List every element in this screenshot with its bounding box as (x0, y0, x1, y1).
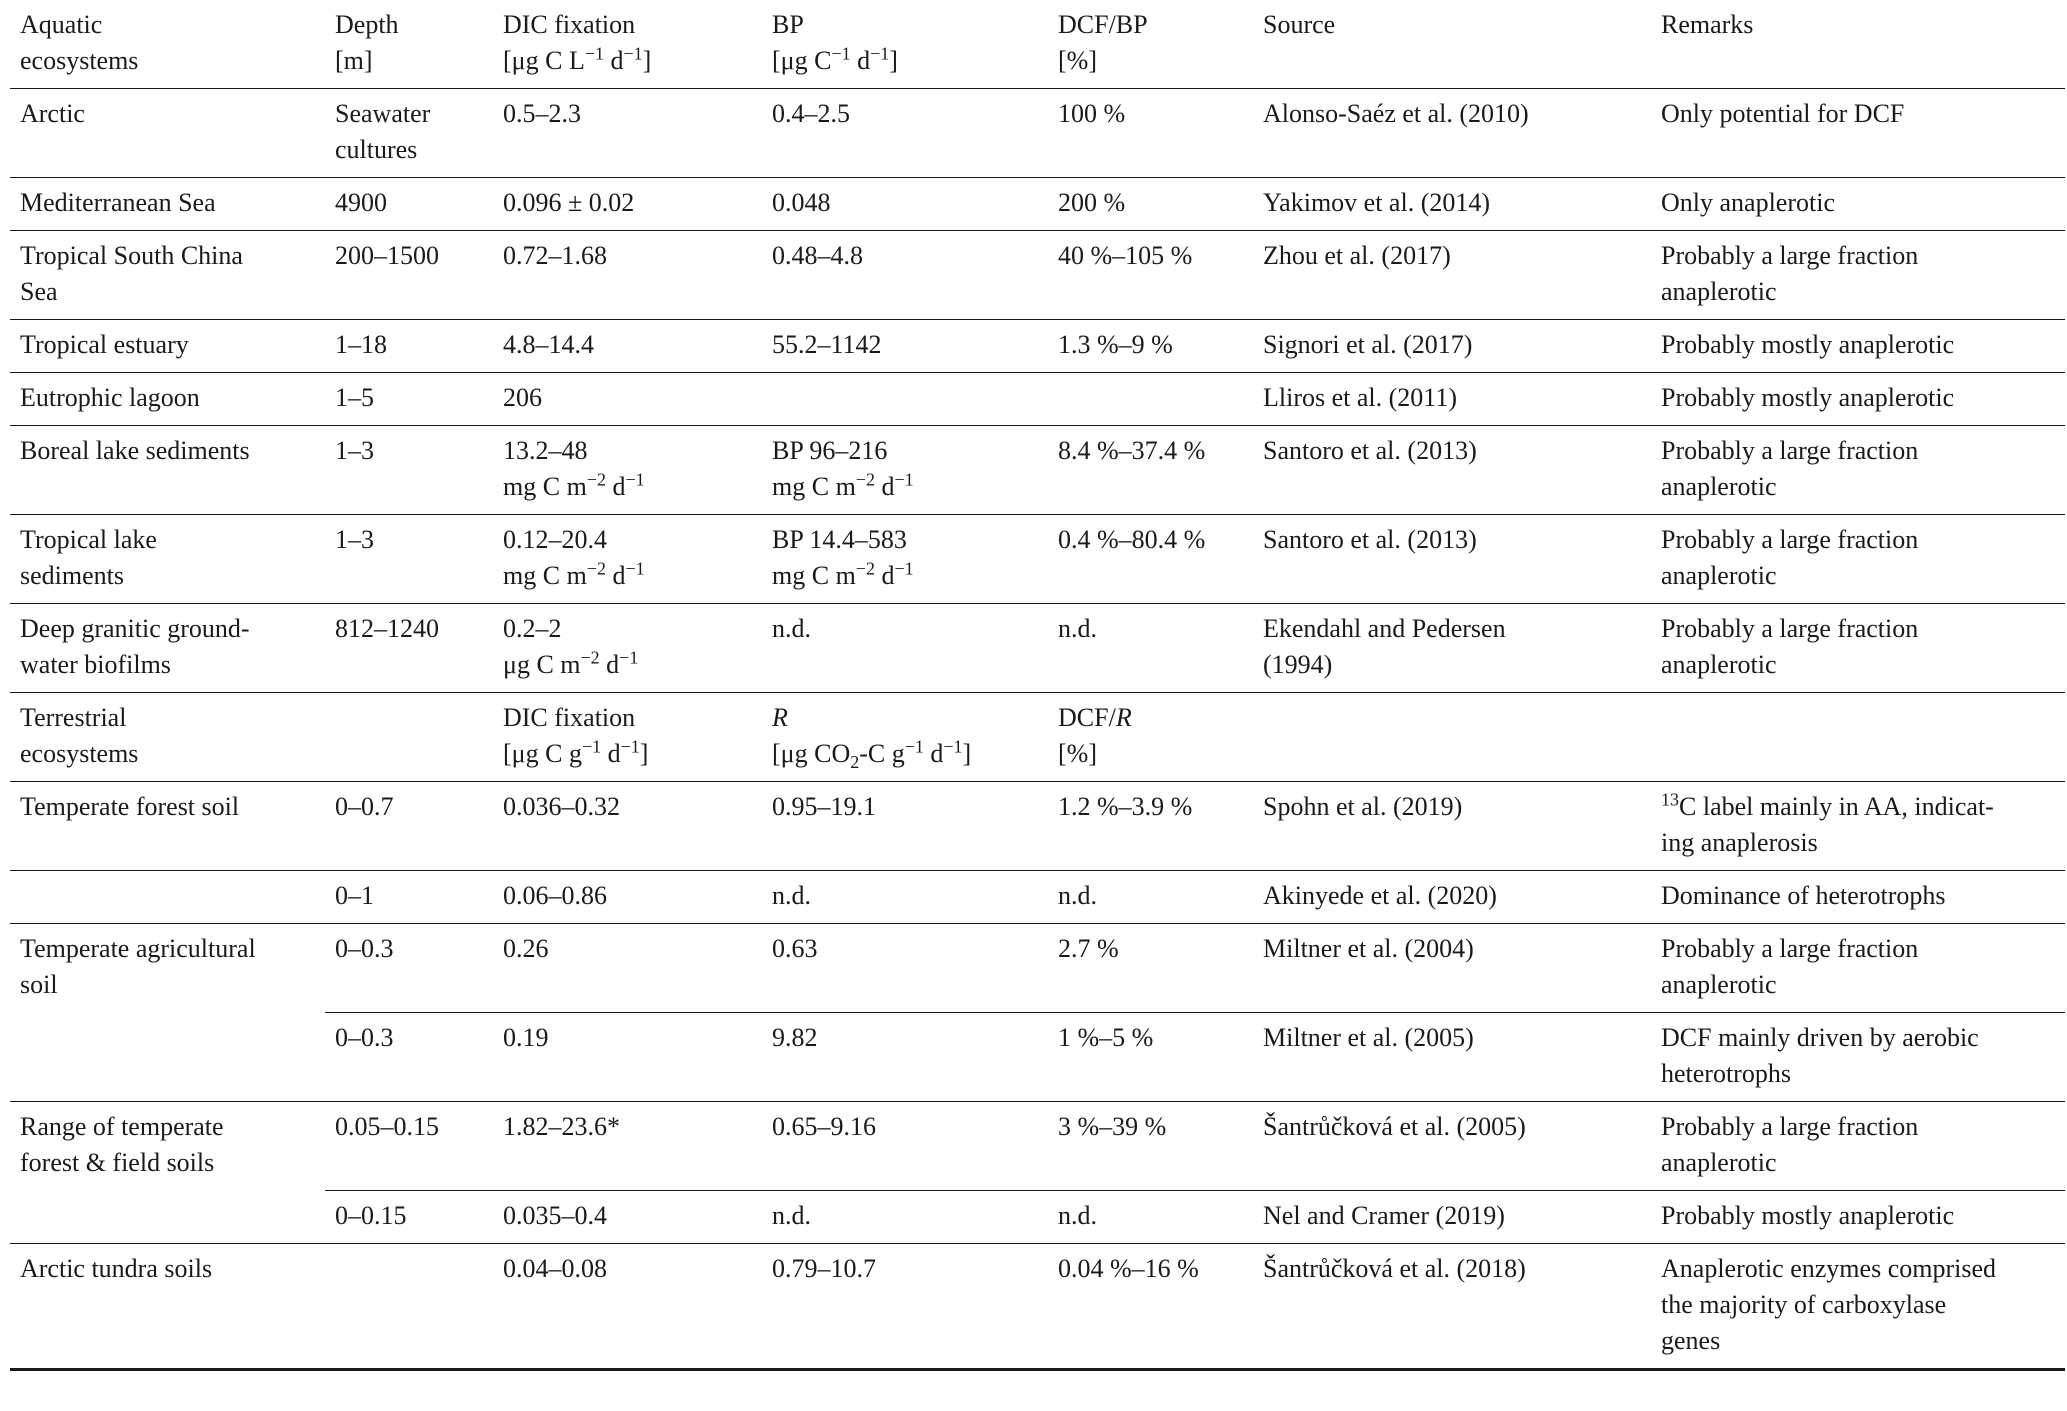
table-row: Arctic Seawater cultures 0.5–2.3 0.4–2.5 100 % Alonso-Saéz et al. (2010) Only potential for DCF (10, 89, 2065, 178)
table-row: Deep granitic ground- water biofilms 812–1240 0.2–2 μg C $m^{-2}$ $d^{-1}$ n.d. n.d. Ekendahl and Pedersen (1994) Probably a large fraction anaplerotic (10, 604, 2065, 693)
table-row: Mediterranean Sea 4900 0.096 ± 0.02 0.048 200 % Yakimov et al. (2014) Only anaplerotic (10, 178, 2065, 231)
table-row: Boreal lake sediments 1–3 13.2–48 mg C $m^{-2}$ $d^{-1}$ BP 96–216 mg C $m^{-2}$ $d^{-1}$ 8.4 %–37.4 % Santoro et al. (2013) Probably a large fraction anaplerotic (10, 426, 2065, 515)
header-depth: Depth [m] (325, 0, 493, 89)
header-remarks: Remarks (1651, 0, 2065, 89)
table-row: Range of temperate forest & field soils 0.05–0.15 1.82–23.6* 0.65–9.16 3 %–39 % Šantrůčková et al. (2005) Probably a large fraction anaplerotic (10, 1102, 2065, 1191)
aquatic-header-row (10, 0, 2065, 89)
terrestrial-header-row (10, 693, 2065, 782)
table-row: 0–0.15 0.035–0.4 n.d. n.d. Nel and Cramer (2019) Probably mostly anaplerotic (10, 1191, 2065, 1244)
header-source: Source (1253, 0, 1651, 89)
header-bp: BP [μg $C^{-1}$ $d^{-1}$] (762, 0, 1048, 89)
header-respiration: R [μg $CO_2-C$ $g^{-1}$ $d^{-1}$] (762, 693, 1048, 782)
dic-fixation-table (10, 0, 2065, 1371)
header-terrestrial: Terrestrial ecosystems (10, 693, 325, 782)
header-dcf-bp: DCF/BP [%] (1048, 0, 1253, 89)
header-dic-fixation-soil: DIC fixation [μg C $g^{-1}$ $d^{-1}$] (493, 693, 762, 782)
table-row: Temperate forest soil 0–0.7 0.036–0.32 0.95–19.1 1.2 %–3.9 % Spohn et al. (2019) $^{13}$C label mainly in AA, indicat- ing anaplerosis (10, 782, 2065, 871)
header-ecosystem: Aquatic ecosystems (10, 0, 325, 89)
header-dcf-r: DCF/R [%] (1048, 693, 1253, 782)
table-row: Tropical South China Sea 200–1500 0.72–1.68 0.48–4.8 40 %–105 % Zhou et al. (2017) Probably a large fraction anaplerotic (10, 231, 2065, 320)
header-dic-fixation: DIC fixation [μg C $L^{-1}$ $d^{-1}$] (493, 0, 762, 89)
table-row: Temperate agricultural soil 0–0.3 0.26 0.63 2.7 % Miltner et al. (2004) Probably a large fraction anaplerotic (10, 924, 2065, 1013)
table-row: Arctic tundra soils 0.04–0.08 0.79–10.7 0.04 %–16 % Šantrůčková et al. (2018) Anaplerotic enzymes comprised the majority of carboxylase genes (10, 1244, 2065, 1370)
table-row: 0–0.3 0.19 9.82 1 %–5 % Miltner et al. (2005) DCF mainly driven by aerobic heterotrophs (10, 1013, 2065, 1102)
table-row: Tropical lake sediments 1–3 0.12–20.4 mg C $m^{-2}$ $d^{-1}$ BP 14.4–583 mg C $m^{-2}$ $d^{-1}$ 0.4 %–80.4 % Santoro et al. (2013) Probably a large fraction anaplerotic (10, 515, 2065, 604)
table-row: Eutrophic lagoon 1–5 206 Lliros et al. (2011) Probably mostly anaplerotic (10, 373, 2065, 426)
table-row: 0–1 0.06–0.86 n.d. n.d. Akinyede et al. (2020) Dominance of heterotrophs (10, 871, 2065, 924)
table-row: Tropical estuary 1–18 4.8–14.4 55.2–1142 1.3 %–9 % Signori et al. (2017) Probably mostly anaplerotic (10, 320, 2065, 373)
